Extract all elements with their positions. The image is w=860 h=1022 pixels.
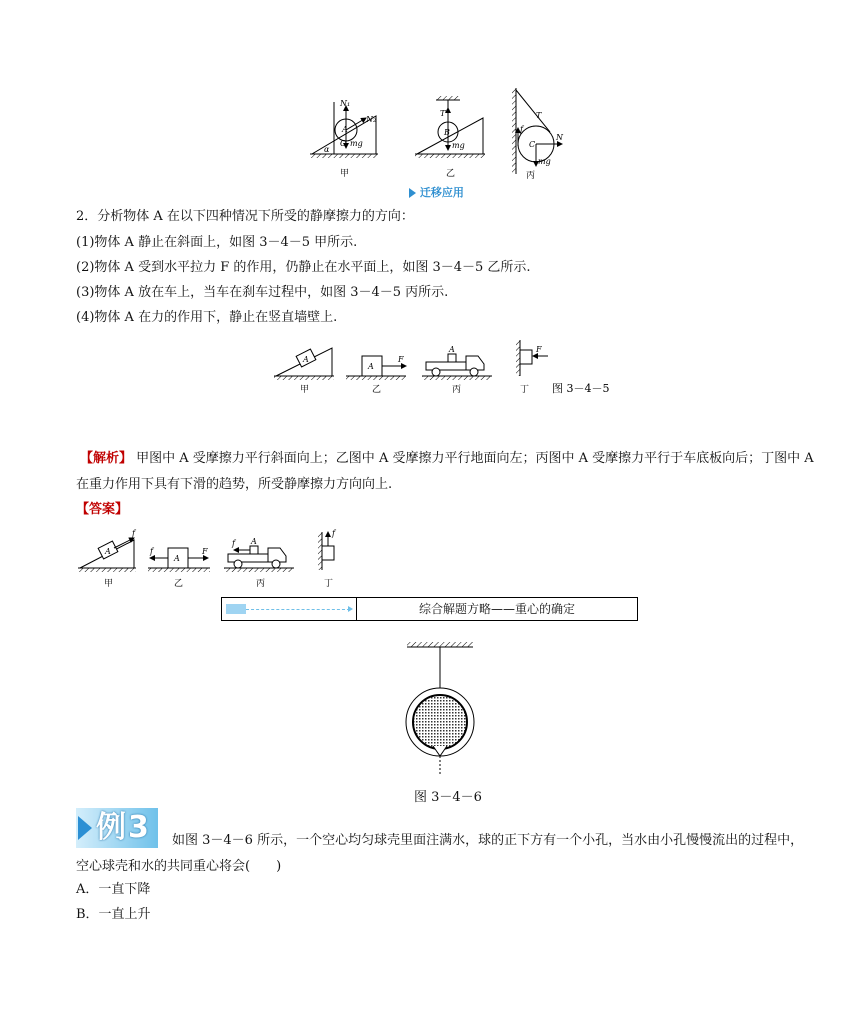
fig-label: A — [105, 547, 111, 556]
panel-label-jia: 甲 — [340, 169, 350, 179]
example-text: 如图 3－4－6 所示，一个空心均匀球壳里面注满水，球的正下方有一个小孔，当水由小孔慢慢流出的过程中，空心球壳和水的共同重心将会( ) — [76, 833, 804, 874]
fig-label: F — [398, 355, 404, 364]
section-marker — [222, 598, 357, 620]
panel-jia — [310, 99, 378, 179]
section-title: 综合解题方略——重心的确定 — [418, 602, 575, 616]
question-item: (3)物体 A 放在车上，当车在刹车过程中，如图 3－4－5 丙所示. — [76, 285, 449, 300]
fig-label: A — [174, 554, 180, 563]
section-arrow-icon — [348, 606, 353, 612]
transfer-banner — [409, 185, 479, 201]
fig-label: α — [324, 145, 330, 154]
analysis-tag: 【解析】 — [80, 451, 133, 466]
fig-label: A — [449, 345, 455, 354]
fig-label: F — [202, 547, 208, 556]
fig-label: f — [150, 547, 153, 556]
panel-label-yi: 乙 — [446, 169, 456, 179]
answer-label-yi: 乙 — [174, 579, 184, 589]
fig-label: f — [520, 125, 523, 134]
fig-label: mg — [538, 157, 551, 166]
panel-yi — [415, 96, 485, 179]
question-item: (2)物体 A 受到水平拉力 F 的作用，仍静止在水平面上，如图 3－4－5 乙所示. — [76, 260, 531, 275]
question-item: (1)物体 A 静止在斜面上，如图 3－4－5 甲所示. — [76, 235, 358, 250]
section-marker-line — [246, 609, 350, 610]
option-b: B．一直上升 — [76, 907, 151, 922]
fig-label: A — [251, 537, 257, 546]
section-heading — [221, 597, 638, 621]
figure-3-4-6 — [395, 640, 485, 774]
fig-label: T — [536, 111, 542, 120]
fig-label: C — [529, 140, 536, 149]
fig-label: f — [132, 529, 135, 538]
figure-caption: 图 3－4－5 — [552, 382, 610, 395]
figure-caption: 图 3－4－6 — [414, 790, 482, 805]
fig-label: T — [440, 109, 446, 118]
fig-label: mg — [452, 141, 465, 150]
fig-label-yi: 乙 — [372, 385, 382, 395]
section-marker-bar — [226, 604, 246, 614]
answer-label-jia: 甲 — [104, 579, 114, 589]
fig-label: mg — [350, 139, 363, 148]
fig-label: N₂ — [366, 115, 377, 124]
answer-figure — [74, 526, 354, 592]
example-label: 例3 — [96, 810, 151, 845]
answer-label-bing: 丙 — [256, 579, 266, 589]
fig-label: A — [368, 362, 374, 371]
figure-3-4-5 — [270, 336, 620, 398]
fig-label-ding: 丁 — [520, 385, 530, 395]
panel-bing — [512, 88, 564, 181]
question-stem: 2．分析物体 A 在以下四种情况下所受的静摩擦力的方向： — [76, 209, 414, 224]
fig-label: B — [444, 128, 450, 137]
fig-label-bing: 丙 — [452, 385, 462, 395]
answer-label-ding: 丁 — [324, 579, 334, 589]
fig-label: f — [232, 539, 235, 548]
fig-label-jia: 甲 — [300, 385, 310, 395]
banner-text: 迁移应用 — [419, 186, 464, 199]
play-icon — [409, 188, 416, 198]
fig-label: N — [556, 133, 563, 142]
force-diagram-top — [300, 84, 580, 184]
fig-label: f — [332, 529, 335, 538]
analysis-text: 甲图中 A 受摩擦力平行斜面向上；乙图中 A 受摩擦力平行地面向左；丙图中 A 受摩擦力平行于车底板向后；丁图中 A 在重力作用下具有下滑的趋势，所受静摩擦力方向向上. — [76, 451, 814, 492]
question-item: (4)物体 A 在力的作用下，静止在竖直墙壁上. — [76, 310, 338, 325]
fig-label: A — [303, 355, 309, 364]
option-a: A．一直下降 — [76, 882, 151, 897]
answer-tag: 【答案】 — [76, 502, 129, 517]
fig-label: F — [536, 345, 542, 354]
analysis-paragraph — [76, 446, 816, 498]
fig-label: A — [342, 125, 348, 134]
fig-label: O — [340, 139, 347, 148]
panel-label-bing: 丙 — [526, 171, 536, 181]
fig-label: N₁ — [340, 99, 351, 108]
